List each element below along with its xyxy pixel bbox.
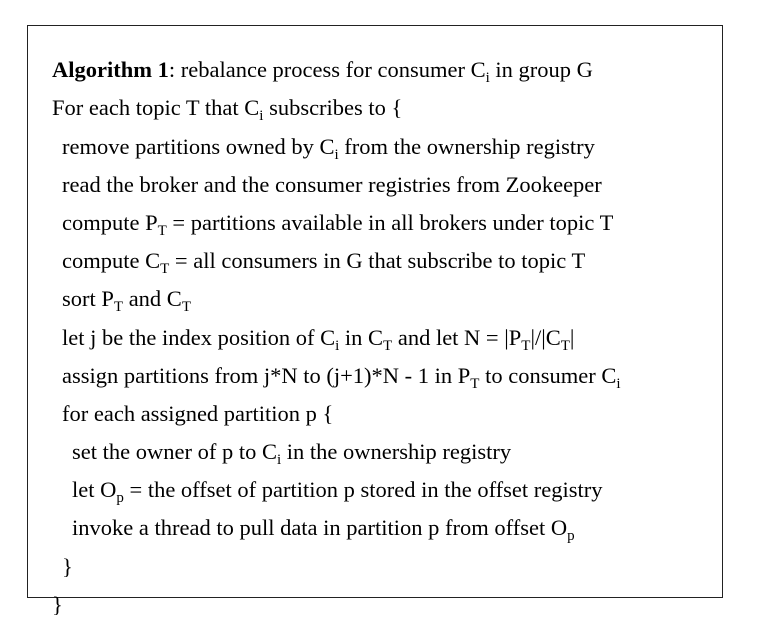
algorithm-line: [62, 210, 614, 239]
algorithm-line: [62, 556, 73, 579]
line-text: remove partitions owned by C: [62, 134, 335, 159]
subscript: i: [335, 338, 340, 354]
line-text: for each assigned partition p {: [62, 401, 334, 426]
line-text: let O: [72, 477, 117, 502]
subscript: T: [181, 299, 191, 315]
line-text: to consumer C: [479, 363, 617, 388]
line-text: For each topic T that C: [52, 95, 260, 120]
subscript: p: [567, 528, 575, 544]
line-text: invoke a thread to pull data in partition p from offset O: [72, 515, 568, 540]
algorithm-line: [52, 594, 63, 617]
line-text: in C: [339, 325, 384, 350]
algorithm-box: [27, 25, 723, 617]
algorithm-line: [62, 134, 595, 163]
subscript: T: [383, 338, 393, 354]
algorithm-line: [62, 174, 602, 197]
line-text: |: [569, 325, 575, 350]
algorithm-line: [52, 95, 403, 124]
subscript: i: [334, 147, 339, 163]
algorithm-title-text: : rebalance process for consumer C: [168, 57, 486, 82]
subscript: T: [160, 261, 170, 277]
subscript: i: [276, 452, 282, 468]
line-text: read the broker and the consumer registries from Zookeeper: [62, 172, 602, 197]
subscript: p: [116, 490, 124, 506]
algorithm-line: [62, 403, 333, 426]
line-text: subscribes to {: [263, 95, 403, 120]
algorithm-line: [62, 248, 586, 277]
algorithm-line: [72, 515, 575, 544]
line-text: }: [62, 554, 73, 579]
line-text: and C: [123, 286, 182, 311]
subscript: T: [470, 376, 480, 392]
subscript: T: [560, 338, 570, 354]
algorithm-line: [72, 439, 512, 468]
line-text: let j be the index position of C: [62, 325, 336, 350]
line-text: = partitions available in all brokers under topic T: [166, 210, 614, 235]
algorithm-title-end: in group G: [489, 57, 593, 82]
line-text: set the owner of p to C: [72, 439, 277, 464]
subscript: T: [521, 338, 531, 354]
line-text: from the ownership registry: [338, 134, 595, 159]
line-text: and let N = |P: [392, 325, 522, 350]
line-text: in the ownership registry: [281, 439, 512, 464]
subscript: T: [113, 299, 124, 315]
line-text: |/|C: [530, 325, 561, 350]
algorithm-line: [62, 325, 575, 354]
algorithm-line: [62, 363, 621, 392]
algorithm-label: Algorithm 1: [52, 57, 169, 82]
algorithm-title-subscript: i: [485, 70, 490, 86]
line-text: compute P: [62, 210, 158, 235]
line-text: }: [52, 592, 63, 617]
line-text: = all consumers in G that subscribe to topic T: [169, 248, 586, 273]
subscript: i: [616, 376, 621, 392]
line-text: sort P: [62, 286, 114, 311]
line-text: = the offset of partition p stored in the offset registry: [123, 477, 603, 502]
algorithm-line: [62, 286, 191, 315]
subscript: i: [259, 108, 264, 124]
line-text: compute C: [62, 248, 161, 273]
line-text: assign partitions from j*N to (j+1)*N - 1 in P: [62, 363, 471, 388]
algorithm-line: [72, 477, 603, 506]
algorithm-title: [52, 57, 593, 86]
subscript: T: [157, 223, 167, 239]
